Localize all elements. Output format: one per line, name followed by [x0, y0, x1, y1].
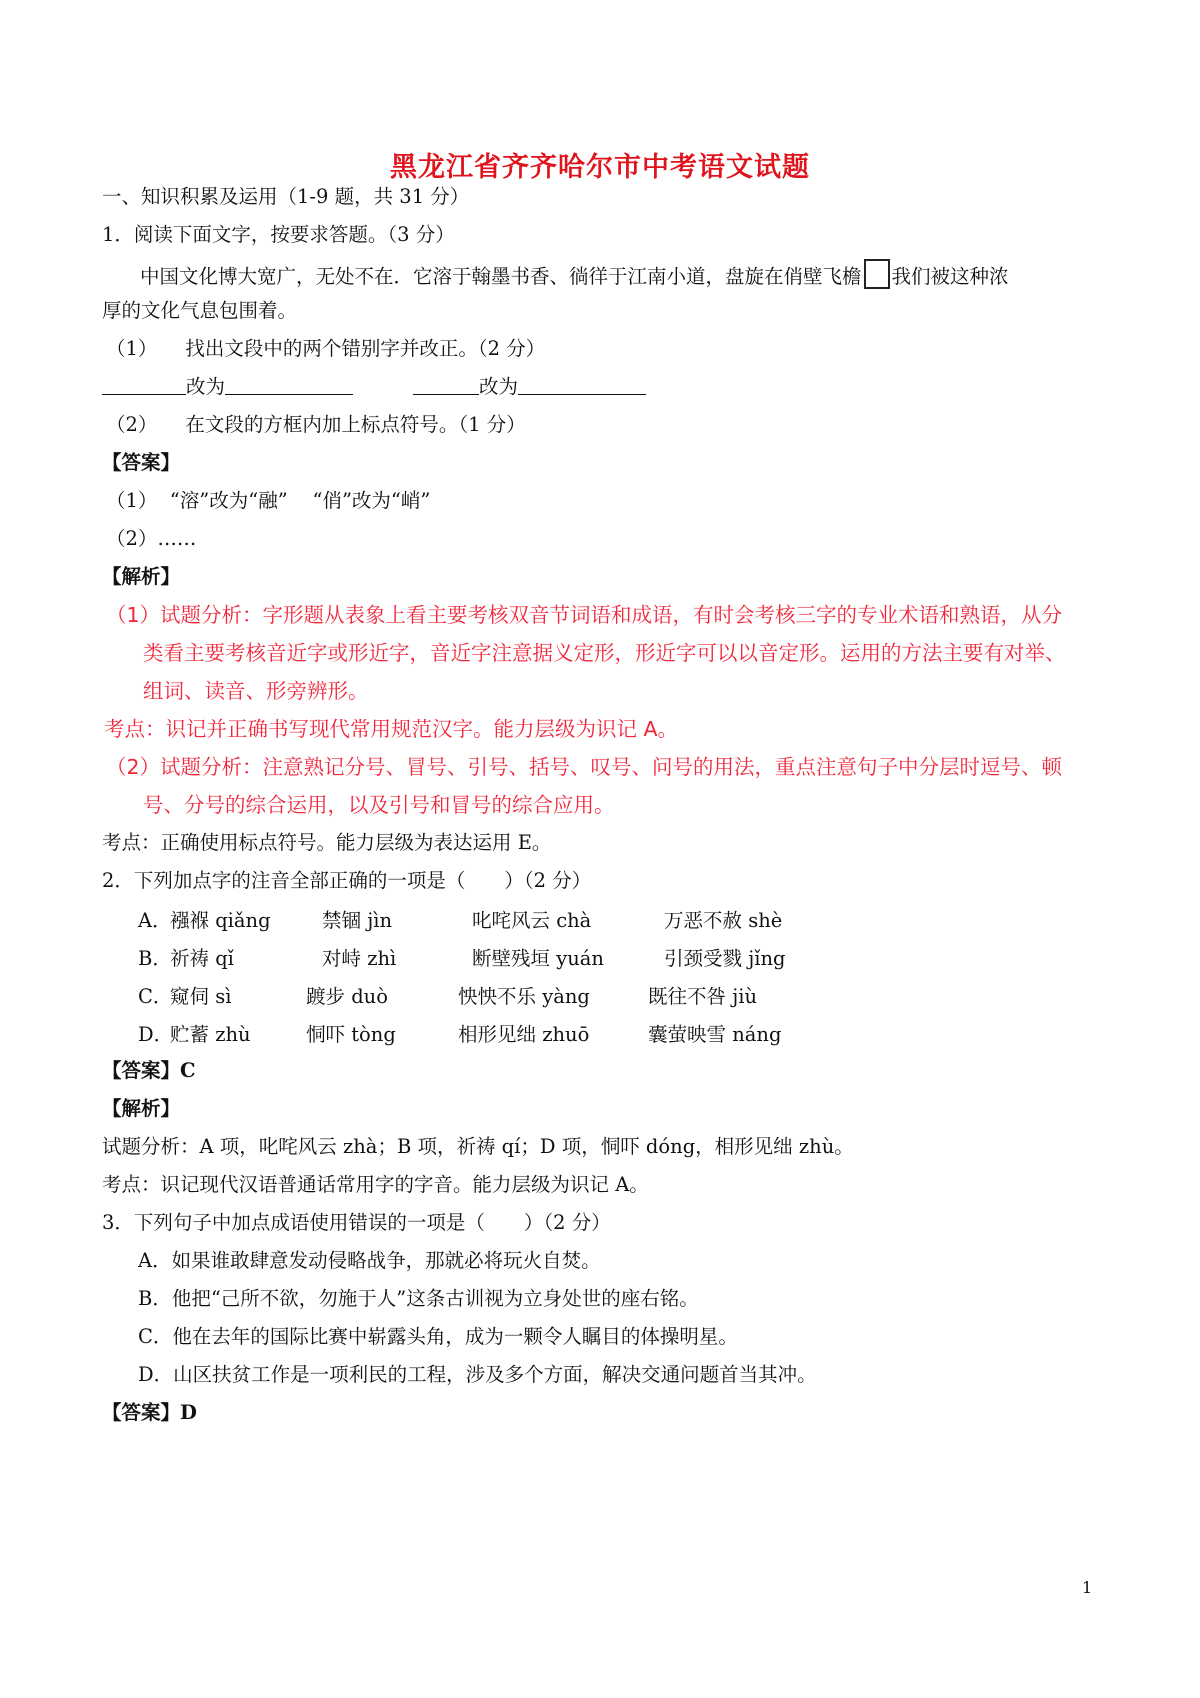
section-heading: 一、知识积累及运用（1-9 题，共 31 分）	[102, 185, 470, 208]
answer-blank-1	[102, 374, 186, 395]
q2-answer: 【答案】C	[102, 1059, 196, 1082]
q1-passage-line1	[140, 259, 1009, 291]
sub2-number: （2）	[106, 413, 158, 436]
change-to-label-2: 改为	[479, 375, 519, 398]
q2-item: 恫吓 tòng	[306, 1023, 396, 1046]
punctuation-box	[864, 259, 890, 289]
q2-option-label: A．	[138, 909, 172, 932]
passage-text-b: 我们被这种浓	[891, 265, 1009, 288]
answer-blank-4	[518, 374, 646, 395]
q3-stem: 3．下列句子中加点成语使用错误的一项是（ ）（2 分）	[102, 1211, 611, 1234]
analysis-red-1c: 组词、读音、形旁辨形。	[143, 679, 369, 703]
q2-item: 禁锢 jìn	[322, 909, 393, 932]
q2-item: 祈祷 qǐ	[170, 947, 234, 970]
q2-item: 囊萤映雪 náng	[648, 1023, 782, 1046]
analysis-red-kaodian: 考点：识记并正确书写现代常用规范汉字。能力层级为识记 A。	[104, 717, 679, 741]
q3-answer: 【答案】D	[102, 1401, 197, 1424]
analysis-red-1b: 类看主要考核音近字或形近字，音近字注意据义定形，形近字可以以音定形。运用的方法主要有对举、	[143, 641, 1066, 665]
change-to-label-1: 改为	[186, 375, 226, 398]
q1-answer-2: （2）……	[106, 527, 197, 550]
answer-blank-3	[413, 374, 479, 395]
q1-passage-line2: 厚的文化气息包围着。	[102, 299, 298, 322]
q1-answer-1: （1） “溶”改为“融” “俏”改为“峭”	[106, 489, 431, 512]
q2-option-label: B．	[138, 947, 172, 970]
q2-analysis: 试题分析：A 项，叱咤风云 zhà；B 项，祈祷 qí；D 项，恫吓 dóng，相形见绌 zhù。	[102, 1135, 854, 1158]
q2-item: 万恶不赦 shè	[664, 909, 783, 932]
q1-answer-label: 【答案】	[102, 451, 181, 474]
q3-option-c: C．他在去年的国际比赛中崭露头角，成为一颗令人瞩目的体操明星。	[138, 1325, 738, 1348]
analysis-red-2b: 号、分号的综合运用，以及引号和冒号的综合应用。	[143, 793, 615, 817]
analysis-red-2a: （2）试题分析：注意熟记分号、冒号、引号、括号、叹号、问号的用法，重点注意句子中分层时逗号、顿	[106, 755, 1063, 779]
q2-stem: 2．下列加点字的注音全部正确的一项是（ ）（2 分）	[102, 869, 592, 892]
sub2-text: 在文段的方框内加上标点符号。（1 分）	[185, 413, 526, 436]
page-number: 1	[1082, 1578, 1093, 1597]
page-title: 黑龙江省齐齐哈尔市中考语文试题	[390, 152, 810, 183]
q2-item: 相形见绌 zhuō	[458, 1023, 590, 1046]
q3-option-d: D．山区扶贫工作是一项利民的工程，涉及多个方面，解决交通问题首当其冲。	[138, 1363, 817, 1386]
analysis-red-1a: （1）试题分析：字形题从表象上看主要考核双音节词语和成语，有时会考核三字的专业术语和熟语，从分	[106, 603, 1063, 627]
q2-option-label: C．	[138, 985, 173, 1008]
q1-sub1	[106, 335, 545, 363]
q2-item: 贮蓄 zhù	[170, 1023, 251, 1046]
q1-sub2	[106, 411, 526, 439]
q1-blanks-line	[102, 373, 646, 401]
q2-item: 怏怏不乐 yàng	[458, 985, 590, 1008]
q2-item: 叱咤风云 chà	[472, 909, 592, 932]
sub1-number: （1）	[106, 337, 158, 360]
q2-option-label: D．	[138, 1023, 174, 1046]
passage-text-a: 中国文化博大宽广，无处不在．它溶于翰墨书香、徜徉于江南小道，盘旋在俏壁飞檐	[140, 265, 862, 288]
q2-item: 既往不咎 jiù	[648, 985, 758, 1008]
q3-option-b: B．他把“己所不欲，勿施于人”这条古训视为立身处世的座右铭。	[138, 1287, 699, 1310]
q1-stem: 1．阅读下面文字，按要求答题。（3 分）	[102, 223, 455, 246]
q2-kaodian: 考点：识记现代汉语普通话常用字的字音。能力层级为识记 A。	[102, 1173, 649, 1196]
q2-item: 引颈受戮 jǐng	[664, 947, 786, 970]
q2-item: 断壁残垣 yuán	[472, 947, 604, 970]
q2-item: 窥伺 sì	[170, 985, 232, 1008]
q2-item: 踱步 duò	[306, 985, 388, 1008]
q3-option-a: A．如果谁敢肆意发动侵略战争，那就必将玩火自焚。	[138, 1249, 601, 1272]
q2-analysis-label: 【解析】	[102, 1097, 181, 1120]
answer-blank-2	[225, 374, 353, 395]
q2-item: 襁褓 qiǎng	[170, 909, 271, 932]
q1-kaodian: 考点：正确使用标点符号。能力层级为表达运用 E。	[102, 831, 552, 854]
sub1-text: 找出文段中的两个错别字并改正。（2 分）	[185, 337, 546, 360]
q1-analysis-label: 【解析】	[102, 565, 181, 588]
q2-item: 对峙 zhì	[322, 947, 397, 970]
